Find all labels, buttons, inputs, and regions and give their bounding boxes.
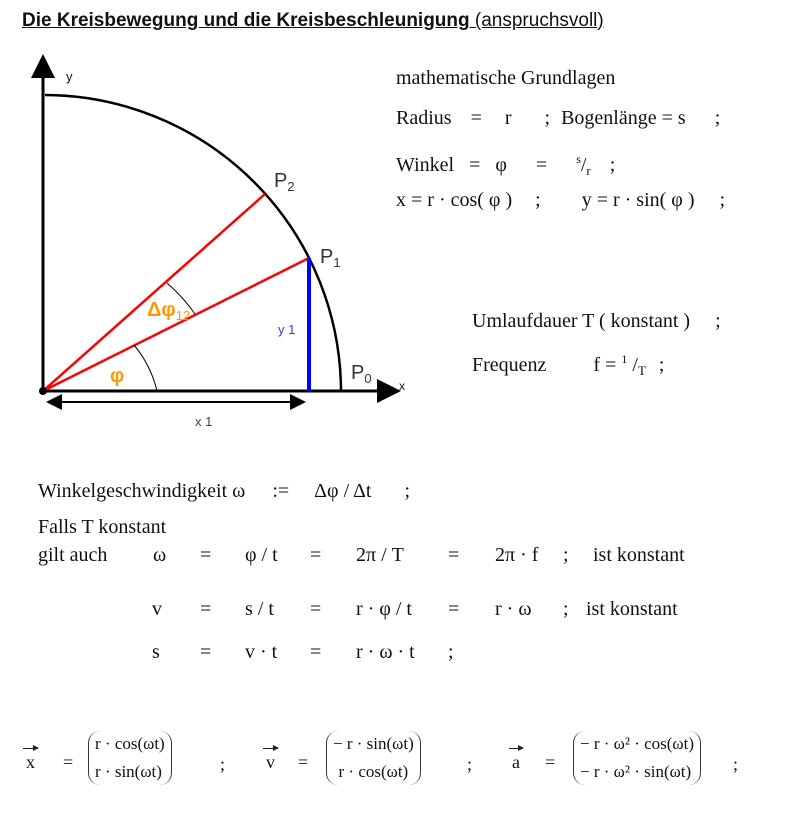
tok: = [469, 154, 481, 176]
row: r · cos(ωt) [95, 734, 165, 753]
tok: Frequenz [472, 354, 547, 376]
y-axis-label: y [66, 69, 73, 84]
tok: φ [495, 154, 507, 176]
tok: s [576, 152, 581, 166]
tok: y = r · sin( φ ) [581, 189, 695, 211]
tok: = [535, 154, 548, 176]
tok: gilt auch [38, 544, 108, 566]
position-vector-matrix [88, 731, 172, 785]
tok: v [152, 598, 162, 620]
tok: 1 [621, 352, 628, 366]
tok: v · t [245, 641, 278, 663]
acceleration-vector-name [512, 752, 520, 773]
phi-angle-arc [134, 345, 157, 391]
radius-p2 [43, 194, 265, 391]
tok: := [272, 480, 290, 502]
row: − r · sin(ωt) [333, 734, 414, 753]
radius-line [396, 106, 720, 130]
y1-label: y 1 [278, 322, 296, 337]
tok: = [310, 641, 322, 663]
period-line [472, 309, 721, 333]
winkel-line [396, 147, 615, 183]
tok: Winkel [396, 154, 455, 176]
tok: = [470, 107, 482, 129]
x1-label: x 1 [195, 414, 213, 429]
tok: = [310, 544, 322, 566]
quarter-circle-arc [45, 95, 341, 391]
tok: Winkelgeschwindigkeit ω [38, 480, 246, 502]
p0-label [351, 361, 372, 391]
tok: ; [609, 154, 616, 176]
p1-label [320, 245, 341, 275]
delta-phi-symbol: Δφ [147, 299, 176, 321]
tok: ; [404, 480, 411, 502]
tok: = [661, 107, 673, 129]
row: − r · ω² · sin(ωt) [580, 762, 692, 781]
origin-dot [39, 387, 47, 395]
phi-label: φ [110, 365, 125, 387]
tok: s [152, 641, 160, 663]
delta-phi-sub: 12 [175, 308, 191, 323]
separator: ; [220, 754, 226, 774]
p2-letter: P [274, 170, 288, 192]
tok: φ / t [245, 544, 278, 566]
tok: = [200, 544, 212, 566]
p2-sub: 2 [287, 179, 295, 194]
tok: ; [714, 107, 721, 129]
x-axis-label: x [399, 379, 405, 393]
equals: = [545, 752, 556, 772]
tok: T [637, 363, 646, 378]
tok: s [677, 107, 686, 129]
tok: ; [544, 107, 551, 129]
tok: = [200, 641, 212, 663]
tok: = [310, 598, 322, 620]
frequency-line [472, 347, 664, 383]
tok: Umlaufdauer T ( konstant ) [472, 310, 691, 332]
delta-phi-label [147, 298, 190, 328]
tok: 2π · f [495, 544, 539, 566]
tok: r · ω · t [356, 641, 415, 663]
velocity-vector-name [266, 752, 275, 773]
title-note: (anspruchsvoll) [474, 10, 604, 31]
position-vector-name [26, 752, 35, 773]
tok: Δφ / Δt [314, 480, 372, 502]
p1-letter: P [320, 246, 334, 268]
row: − r · ω² · cos(ωt) [580, 734, 695, 753]
tok: r · ω [495, 598, 532, 620]
tok: ; [719, 189, 726, 211]
separator: ; [733, 754, 739, 774]
tok: v [266, 752, 275, 772]
p0-sub: 0 [364, 371, 372, 386]
tok: ; [658, 354, 665, 376]
equals: = [298, 752, 309, 772]
tok: ist konstant [593, 544, 685, 566]
tok: ; [715, 310, 721, 332]
tok: r [504, 107, 512, 129]
row: r · cos(ωt) [338, 762, 409, 781]
tok: a [512, 752, 520, 772]
tok: = [200, 598, 212, 620]
tok: s / t [245, 598, 274, 620]
basics-heading: mathematische Grundlagen [396, 67, 616, 89]
tok: ; [563, 544, 569, 566]
tok: 2π / T [356, 544, 404, 566]
tok: ω [153, 544, 167, 566]
tok: r [586, 163, 591, 178]
tok: Bogenlänge [561, 107, 657, 129]
tok: = [448, 598, 460, 620]
p0-letter: P [351, 362, 365, 384]
tok: x [26, 752, 35, 772]
tok: x = r · cos( φ ) [396, 189, 513, 211]
falls-line: Falls T konstant [38, 516, 167, 538]
gilt-line [38, 543, 685, 567]
velocity-vector-matrix [326, 731, 421, 785]
tok: ; [448, 641, 454, 663]
tok: / [580, 154, 587, 176]
tok: / [632, 354, 638, 376]
p2-label [274, 169, 295, 199]
acceleration-vector-matrix [573, 731, 701, 785]
tok: ; [535, 189, 541, 211]
xy-line [396, 188, 725, 212]
separator: ; [467, 754, 473, 774]
tok: f = [593, 354, 622, 376]
tok: Radius [396, 107, 452, 129]
title-main: Die Kreisbewegung und die Kreisbeschleunigung [22, 10, 470, 31]
tok: ; [563, 598, 569, 620]
tok: = [448, 544, 460, 566]
tok: r · φ / t [356, 598, 412, 620]
p1-sub: 1 [333, 255, 341, 270]
equals: = [63, 752, 74, 772]
row: r · sin(ωt) [95, 762, 162, 781]
omega-definition [38, 479, 410, 503]
tok: ist konstant [586, 598, 678, 620]
